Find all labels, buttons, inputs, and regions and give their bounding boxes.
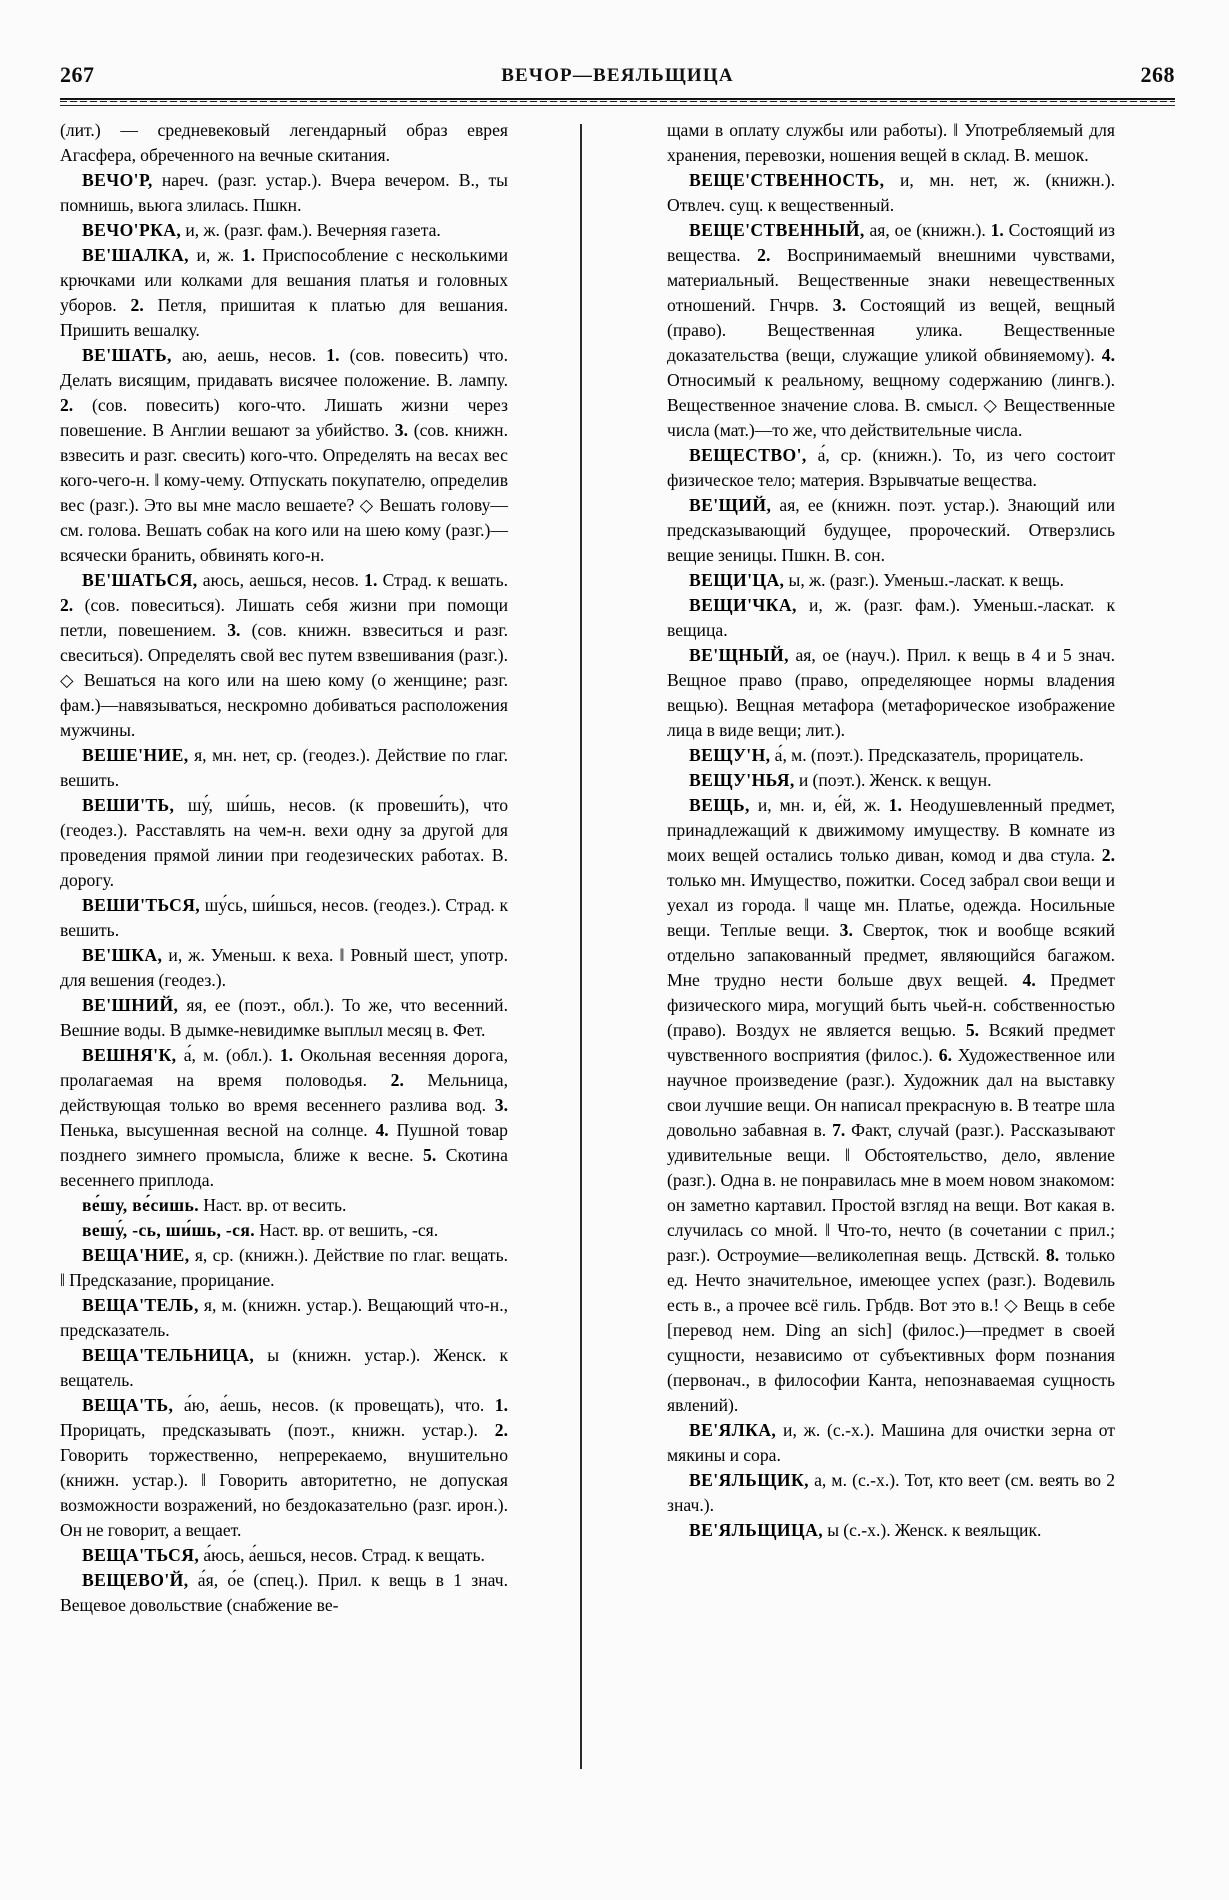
dictionary-entry bbox=[60, 168, 508, 218]
running-head-title: ВЕЧОР—ВЕЯЛЬЩИЦА bbox=[501, 65, 734, 86]
entry-definition: а́ю, а́ешь, несов. (к провещать), что. 1. Прорицать, предсказывать (поэт., книжн. устар.). 2. Говорить торжественно, непререкаемо, внушительно (книжн. устар.). ‖ Говорить авторитетно, не допуская возможности возражений, но бездоказательно (разг. ирон.). Он не говорит, а вещает. bbox=[60, 1395, 508, 1540]
entry-headword: ВЕЩА'ТЬСЯ, bbox=[82, 1545, 200, 1565]
entry-definition: а, м. (с.-х.). Тот, кто веет (см. веять во 2 знач.). bbox=[667, 1470, 1115, 1515]
entry-definition: а́я, о́е (спец.). Прил. к вещь в 1 знач. Вещевое довольствие (снабжение ве- bbox=[60, 1570, 508, 1615]
entry-headword: ВЕЩА'ТЕЛЬ, bbox=[82, 1295, 199, 1315]
entry-definition: ая, ое (книжн.). 1. Состоящий из вещества. 2. Воспринимаемый внешними чувствами, материальный. Вещественные знаки невещественных отношений. Гнчрв. 3. Состоящий из вещей, вещный (право). Вещественная улика. Вещественные доказательства (вещи, служащие уликой обвиняемому). 4. Относимый к реальному, вещному содержанию (лингв.). Вещественное значение слова. В. смысл. ◇ Вещественные числа (мат.)—то же, что действительные числа. bbox=[667, 220, 1116, 440]
dictionary-entry bbox=[60, 1343, 508, 1393]
page-number-left: 267 bbox=[60, 62, 95, 87]
entry-definition: а́, м. (поэт.). Предсказатель, прорицатель. bbox=[770, 745, 1084, 765]
entry-definition: шу́, ши́шь, несов. (к провеши́ть), что (геодез.). Расставлять на чем-н. вехи одну за другой для проведения прямой линии при геодезических работах. В. дорогу. bbox=[60, 795, 508, 890]
entry-headword: ВЕ'ЯЛЬЩИЦА, bbox=[689, 1520, 823, 1540]
header-rule bbox=[60, 98, 1175, 106]
entry-headword: ВЕ'ШКА, bbox=[82, 945, 163, 965]
dictionary-entry bbox=[60, 1243, 508, 1293]
entry-definition: а́, м. (обл.). 1. Окольная весенняя дорога, пролагаемая на время половодья. 2. Мельница, действующая только во время весеннего разлива вод. 3. Пенька, высушенная весной на солнце. 4. Пушной товар позднего зимнего промысла, ближе к весне. 5. Скотина весеннего приплода. bbox=[60, 1045, 508, 1190]
dictionary-entry bbox=[667, 643, 1115, 743]
entry-headword: ВЕ'ШАТЬ, bbox=[82, 345, 172, 365]
dictionary-entry bbox=[60, 118, 508, 168]
dictionary-entry bbox=[667, 118, 1115, 168]
entry-definition: аюсь, аешься, несов. 1. Страд. к вешать. 2. (сов. повеситься). Лишать себя жизни при помощи петли, повешением. 3. (сов. книжн. взвеситься и разг. свеситься). Определять свой вес путем взвешивания (разг.). ◇ Вешаться на кого или на шею кому (о женщине; разг. фам.)—навязываться, нескромно добиваться расположения мужчины. bbox=[60, 570, 509, 740]
dictionary-entry bbox=[60, 1293, 508, 1343]
dictionary-entry bbox=[667, 793, 1115, 1418]
entry-headword: ВЕ'ЩНЫЙ, bbox=[689, 645, 789, 665]
entry-definition: щами в оплату службы или работы). ‖ Употребляемый для хранения, перевозки, ношения вещей в склад. В. мешок. bbox=[667, 120, 1115, 165]
entry-headword: ВЕЩИ'ЧКА, bbox=[689, 595, 797, 615]
entry-headword: ВЕШИ'ТЬ, bbox=[82, 795, 175, 815]
dictionary-entry bbox=[60, 1393, 508, 1543]
column-divider bbox=[580, 124, 582, 1769]
entry-definition: яя, ее (поэт., обл.). То же, что весенний. Вешние воды. В дымке-невидимке выплыл месяц в. Фет. bbox=[60, 995, 508, 1040]
dictionary-entry bbox=[667, 493, 1115, 568]
entry-headword: ВЕ'ЯЛКА, bbox=[689, 1420, 777, 1440]
entry-definition: Наст. вр. от весить. bbox=[199, 1195, 347, 1215]
dictionary-entry bbox=[60, 1218, 508, 1243]
dictionary-entry bbox=[60, 893, 508, 943]
entry-headword: ВЕЩЕ'СТВЕННОСТЬ, bbox=[689, 170, 885, 190]
entry-definition: и, мн. и, е́й, ж. 1. Неодушевленный предмет, принадлежащий к движимому имуществу. В комнате из моих вещей остались только диван, комод и два стула. 2. только мн. Имущество, пожитки. Сосед забрал свои вещи и уехал из города. ‖ чаще мн. Платье, одежда. Носильные вещи. Теплые вещи. 3. Сверток, тюк и вообще всякий отдельно запакованный предмет, являющийся багажом. Мне трудно нести больше двух вещей. 4. Предмет физического мира, могущий быть чьей-н. собственностью (право). Воздух не является вещью. 5. Всякий предмет чувственного восприятия (филос.). 6. Художественное или научное произведение (разг.). Художник дал на выставку свои лучшие вещи. Он написал прекрасную в. В театре шла довольно забавная в. 7. Факт, случай (разг.). Рассказывают удивительные вещи. ‖ Обстоятельство, дело, явление (разг.). Одна в. не понравилась мне в моем новом знакомом: он заметно картавил. Простой взгляд на вещи. Вот какая в. случилась со мной. ‖ Что-то, нечто (в сочетании с прил.; разг.). Остроумие—великолепная вещь. Дствскй. 8. только ед. Нечто значительное, имеющее успех (разг.). Водевиль есть в., а прочее всё гиль. Грбдв. Вот это в.! ◇ Вещь в себе [перевод нем. Ding an sich] (филос.)—предмет в своей сущности, независимо от субъективных форм познания (первонач., в философии Канта, непознаваемая сущность явлений). bbox=[667, 795, 1116, 1415]
entry-definition: ы, ж. (разг.). Уменьш.-ласкат. к вещь. bbox=[784, 570, 1065, 590]
entry-headword: ВЕ'ШАЛКА, bbox=[82, 245, 189, 265]
entry-definition: Наст. вр. от вешить, -ся. bbox=[255, 1220, 439, 1240]
dictionary-entry bbox=[667, 168, 1115, 218]
dictionary-entry bbox=[60, 1043, 508, 1193]
entry-headword: ВЕЩА'ТЕЛЬНИЦА, bbox=[82, 1345, 255, 1365]
dictionary-entry bbox=[60, 993, 508, 1043]
dictionary-entry bbox=[667, 218, 1115, 443]
running-head bbox=[60, 62, 1175, 96]
entry-definition: (лит.) — средневековый легендарный образ еврея Агасфера, обреченного на вечные скитания. bbox=[60, 120, 508, 165]
dictionary-entry bbox=[60, 943, 508, 993]
entry-headword: ВЕЧО'Р, bbox=[82, 170, 153, 190]
entry-headword: ве́шу, ве́сишь. bbox=[82, 1195, 200, 1215]
entry-headword: ВЕЩЕСТВО', bbox=[689, 445, 807, 465]
entry-definition: и, ж. (разг. фам.). Вечерняя газета. bbox=[181, 220, 441, 240]
entry-definition: и, ж. Уменьш. к веха. ‖ Ровный шест, употр. для вешения (геодез.). bbox=[60, 945, 508, 990]
entry-definition: и, ж. 1. Приспособление с несколькими крючками или колками для вешания платья и головных уборов. 2. Петля, пришитая к платью для вешания. Пришить вешалку. bbox=[60, 245, 508, 340]
dictionary-entry bbox=[60, 1568, 508, 1618]
dictionary-entry bbox=[60, 793, 508, 893]
dictionary-entry bbox=[667, 443, 1115, 493]
dictionary-entry bbox=[667, 743, 1115, 768]
dictionary-entry bbox=[60, 743, 508, 793]
dictionary-entry bbox=[60, 243, 508, 343]
page-number-right: 268 bbox=[1140, 62, 1175, 87]
entry-headword: ВЕЩЕВО'Й, bbox=[82, 1570, 189, 1590]
dictionary-entry bbox=[60, 1193, 508, 1218]
dictionary-entry bbox=[667, 1518, 1115, 1543]
entry-headword: ВЕЩЬ, bbox=[689, 795, 750, 815]
entry-definition: я, мн. нет, ср. (геодез.). Действие по глаг. вешить. bbox=[60, 745, 508, 790]
entry-headword: ВЕЩУ'Н, bbox=[689, 745, 771, 765]
dictionary-entry bbox=[60, 218, 508, 243]
entry-headword: ВЕ'ЯЛЬЩИК, bbox=[689, 1470, 809, 1490]
entry-definition: и, ж. (разг. фам.). Уменьш.-ласкат. к вещица. bbox=[667, 595, 1115, 640]
dictionary-entry bbox=[667, 1468, 1115, 1518]
entry-definition: нареч. (разг. устар.). Вчера вечером. В., ты помнишь, вьюга злилась. Пшкн. bbox=[60, 170, 508, 215]
entry-headword: ВЕЧО'РКА, bbox=[82, 220, 182, 240]
entry-headword: ВЕШНЯ'К, bbox=[82, 1045, 177, 1065]
entry-headword: ВЕШЕ'НИЕ, bbox=[82, 745, 189, 765]
dictionary-entry bbox=[667, 568, 1115, 593]
dictionary-entry bbox=[667, 768, 1115, 793]
entry-headword: ВЕЩЕ'СТВЕННЫЙ, bbox=[689, 220, 865, 240]
entry-headword: ВЕ'ЩИЙ, bbox=[689, 495, 772, 515]
entry-definition: ы (книжн. устар.). Женск. к вещатель. bbox=[60, 1345, 508, 1390]
entry-definition: ая, ее (книжн. поэт. устар.). Знающий или предсказывающий будущее, пророческий. Отверзлись вещие зеницы. Пшкн. В. сон. bbox=[667, 495, 1115, 565]
entry-headword: ВЕ'ШНИЙ, bbox=[82, 995, 179, 1015]
entry-definition: я, ср. (книжн.). Действие по глаг. вещать. ‖ Предсказание, прорицание. bbox=[60, 1245, 508, 1290]
entry-headword: ВЕШИ'ТЬСЯ, bbox=[82, 895, 201, 915]
dictionary-entry bbox=[667, 593, 1115, 643]
entry-definition: и, мн. нет, ж. (книжн.). Отвлеч. сущ. к вещественный. bbox=[667, 170, 1115, 215]
entry-definition: и (поэт.). Женск. к вещун. bbox=[794, 770, 992, 790]
entry-headword: ВЕЩА'НИЕ, bbox=[82, 1245, 190, 1265]
left-column bbox=[60, 118, 508, 1618]
dictionary-entry bbox=[60, 568, 508, 743]
entry-headword: ВЕЩА'ТЬ, bbox=[82, 1395, 174, 1415]
dictionary-entry bbox=[60, 1543, 508, 1568]
right-column bbox=[667, 118, 1115, 1543]
entry-definition: шу́сь, ши́шься, несов. (геодез.). Страд. к вешить. bbox=[60, 895, 508, 940]
entry-definition: ая, ое (науч.). Прил. к вещь в 4 и 5 знач. Вещное право (право, определяющее нормы владения вещью). Вещная метафора (метафорическое изображение лица в виде вещи; лит.). bbox=[667, 645, 1115, 740]
entry-headword: вешу́, -сь, ши́шь, -ся. bbox=[82, 1220, 256, 1240]
entry-headword: ВЕ'ШАТЬСЯ, bbox=[82, 570, 198, 590]
entry-definition: а́, ср. (книжн.). То, из чего состоит физическое тело; материя. Взрывчатые вещества. bbox=[667, 445, 1115, 490]
dictionary-entry bbox=[667, 1418, 1115, 1468]
entry-headword: ВЕЩИ'ЦА, bbox=[689, 570, 785, 590]
entry-definition: я, м. (книжн. устар.). Вещающий что-н., предсказатель. bbox=[60, 1295, 508, 1340]
entry-definition: ы (с.-х.). Женск. к веяльщик. bbox=[823, 1520, 1042, 1540]
dictionary-entry bbox=[60, 343, 508, 568]
entry-definition: аю, аешь, несов. 1. (сов. повесить) что. Делать висящим, придавать висячее положение. В. лампу. 2. (сов. повесить) кого-что. Лишать жизни через повешение. В Англии вешают за убийство. 3. (сов. книжн. взвесить и разг. свесить) кого-что. Определять на весах вес кого-чего-н. ‖ кому-чему. Отпускать покупателю, определив вес (разг.). Это вы мне масло вешаете? ◇ Вешать голову—см. голова. Вешать собак на кого или на шею кому (разг.)—всячески бранить, обвинять кого-н. bbox=[60, 345, 508, 565]
entry-headword: ВЕЩУ'НЬЯ, bbox=[689, 770, 795, 790]
entry-definition: и, ж. (с.-х.). Машина для очистки зерна от мякины и сора. bbox=[667, 1420, 1115, 1465]
entry-definition: а́юсь, а́ешься, несов. Страд. к вещать. bbox=[199, 1545, 485, 1565]
